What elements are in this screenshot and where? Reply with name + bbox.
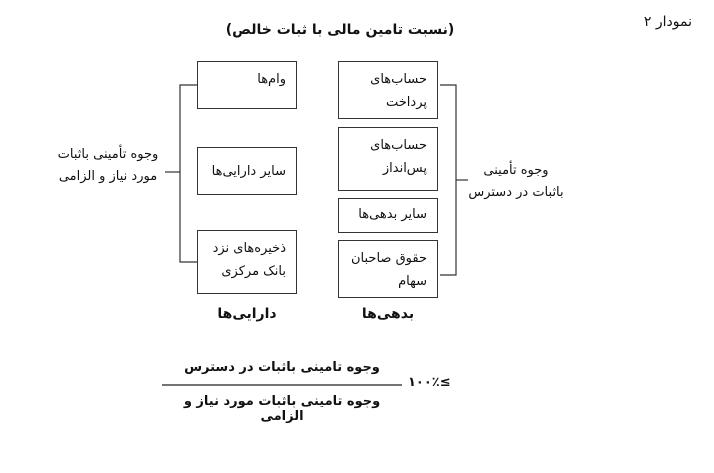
figure-label: نمودار ۲	[643, 14, 692, 30]
assets-side-label: وجوه تأمینی باثبات مورد نیاز و الزامی	[57, 147, 159, 184]
formula-denominator: وجوه تامینی باثبات مورد نیاز و الزامی	[183, 394, 381, 424]
asset-box-other-assets: سایر دارایی‌ها	[197, 147, 297, 195]
liabilities-bracket	[440, 85, 456, 275]
asset-box-loans: وام‌ها	[197, 61, 297, 109]
assets-header: دارایی‌ها	[217, 306, 277, 322]
liability-box-other-liabilities: سایر بدهی‌ها	[338, 198, 438, 233]
liability-box-equity: حقوق صاحبان سهام	[338, 240, 438, 298]
liabilities-header: بدهی‌ها	[361, 306, 415, 322]
assets-bracket	[180, 85, 197, 262]
formula-numerator: وجوه تامینی باثبات در دسترس	[184, 360, 380, 375]
diagram-title: (نسبت تامین مالی با ثبات خالص)	[225, 22, 455, 38]
asset-box-central-bank-reserves: ذخیره‌های نزد بانک مرکزی	[197, 230, 297, 294]
formula-comparison: ≥۱۰۰٪	[408, 375, 451, 390]
liability-box-payables: حساب‌های پرداخت	[338, 61, 438, 119]
liability-box-savings: حساب‌های پس‌انداز	[338, 127, 438, 191]
liabilities-side-label: وجوه تأمینی باثبات در دسترس	[468, 163, 564, 200]
